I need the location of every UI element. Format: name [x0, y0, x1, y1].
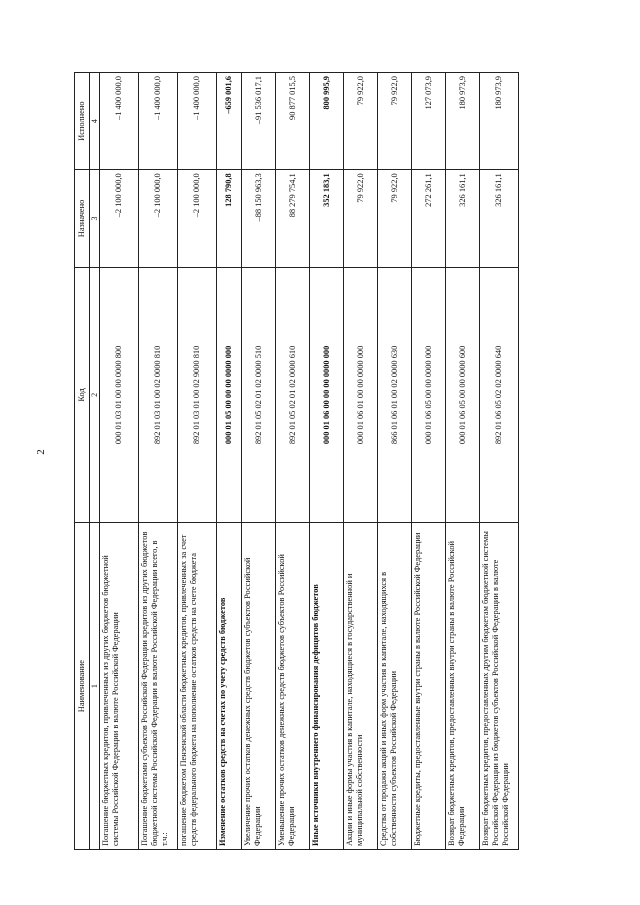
- row-planned: 326 161,1: [446, 170, 480, 267]
- row-executed: 180 973,9: [446, 73, 480, 170]
- row-executed: –659 001,6: [217, 73, 242, 170]
- table-row: [446, 73, 480, 850]
- table-row: [412, 73, 446, 850]
- row-planned: 326 161,1: [480, 170, 519, 267]
- row-name: Возврат бюджетных кредитов, предоставленных внутри страны в валюте Российской Федерации: [446, 523, 480, 850]
- row-executed: 180 973,9: [480, 73, 519, 170]
- header-code: Код: [75, 267, 90, 523]
- row-executed: –1 400 000,0: [178, 73, 217, 170]
- index-2: 2: [89, 267, 99, 523]
- row-name: Бюджетные кредиты, предоставленные внутри страны в валюте Российской Федерации: [412, 523, 446, 850]
- row-code: 892 01 05 02 01 02 0000 610: [276, 267, 310, 523]
- row-executed: 800 995,9: [310, 73, 344, 170]
- table-row: [217, 73, 242, 850]
- row-code: 000 01 06 05 00 00 0000 000: [412, 267, 446, 523]
- row-code: 000 01 06 01 00 00 0000 000: [344, 267, 378, 523]
- table-row: [310, 73, 344, 850]
- table-row: [242, 73, 276, 850]
- header-planned: Назначено: [75, 170, 90, 267]
- row-planned: 272 261,1: [412, 170, 446, 267]
- row-executed: 79 922,0: [378, 73, 412, 170]
- row-planned: –2 100 000,0: [100, 170, 139, 267]
- row-code: 000 01 03 01 00 00 0000 800: [100, 267, 139, 523]
- row-name: Возврат бюджетных кредитов, предоставленных другим бюджетам бюджетной системы Российской Федерации из бюджетов субъектов Российской Федерации в валюте Российской Федерации: [480, 523, 519, 850]
- row-planned: –2 100 000,0: [139, 170, 178, 267]
- row-name: Увеличение прочих остатков денежных средств бюджетов субъектов Российской Федерации: [242, 523, 276, 850]
- table-row: [344, 73, 378, 850]
- rotated-table-container: [74, 72, 519, 850]
- header-executed: Исполнено: [75, 73, 90, 170]
- row-planned: 128 790,8: [217, 170, 242, 267]
- index-4: 4: [89, 73, 99, 170]
- table-row: [480, 73, 519, 850]
- header-name: Наименование: [75, 523, 90, 850]
- budget-sources-table: [74, 72, 519, 850]
- row-executed: –1 400 000,0: [100, 73, 139, 170]
- row-code: 866 01 06 01 00 02 0000 630: [378, 267, 412, 523]
- row-executed: 90 877 015,5: [276, 73, 310, 170]
- row-planned: 79 922,0: [344, 170, 378, 267]
- row-name: Погашение бюджетами субъектов Российской Федерации кредитов из других бюджетов бюджетной системы Российской Федерации в валюте Российской Федерации всего, в т.ч.:: [139, 523, 178, 850]
- row-name: Изменение остатков средств на счетах по учету средств бюджетов: [217, 523, 242, 850]
- row-name: Иные источники внутреннего финансирования дефицитов бюджетов: [310, 523, 344, 850]
- row-code: 892 01 05 02 01 02 0000 510: [242, 267, 276, 523]
- row-code: 892 01 06 05 02 02 0000 640: [480, 267, 519, 523]
- table-row: [276, 73, 310, 850]
- row-code: 892 01 03 01 00 02 9000 810: [178, 267, 217, 523]
- row-name: Уменьшение прочих остатков денежных средств бюджетов субъектов Российской Федерации: [276, 523, 310, 850]
- row-executed: –91 536 017,1: [242, 73, 276, 170]
- row-name: Акции и иные формы участия в капитале, находящиеся в государственной и муниципальной собственности: [344, 523, 378, 850]
- row-name: Средства от продажи акций и иных форм участия в капитале, находящихся в собственности субъектов Российской Федерации: [378, 523, 412, 850]
- table-row: [139, 73, 178, 850]
- index-row: [89, 73, 99, 850]
- row-planned: –2 100 000,0: [178, 170, 217, 267]
- index-1: 1: [89, 523, 99, 850]
- row-name: Погашение бюджетных кредитов, привлеченных из других бюджетов бюджетной системы Российской Федерации в валюте Российской Федерации: [100, 523, 139, 850]
- row-executed: 79 922,0: [344, 73, 378, 170]
- row-code: 000 01 06 00 00 00 0000 000: [310, 267, 344, 523]
- row-executed: –1 400 000,0: [139, 73, 178, 170]
- row-name: погашение бюджетом Пензенской области бюджетных кредитов, привлеченных за счет средств федерального бюджета на пополнение остатков средств на счете бюджета: [178, 523, 217, 850]
- row-planned: 352 183,1: [310, 170, 344, 267]
- index-3: 3: [89, 170, 99, 267]
- row-planned: –88 150 963,3: [242, 170, 276, 267]
- row-code: 892 01 03 01 00 02 0000 810: [139, 267, 178, 523]
- row-executed: 127 073,9: [412, 73, 446, 170]
- header-row: [75, 73, 90, 850]
- table-row: [100, 73, 139, 850]
- row-planned: 79 922,0: [378, 170, 412, 267]
- row-code: 000 01 06 05 00 00 0000 600: [446, 267, 480, 523]
- row-planned: 88 279 754,1: [276, 170, 310, 267]
- table-row: [178, 73, 217, 850]
- page-number: 2: [34, 449, 47, 455]
- table-row: [378, 73, 412, 850]
- row-code: 000 01 05 00 00 00 0000 000: [217, 267, 242, 523]
